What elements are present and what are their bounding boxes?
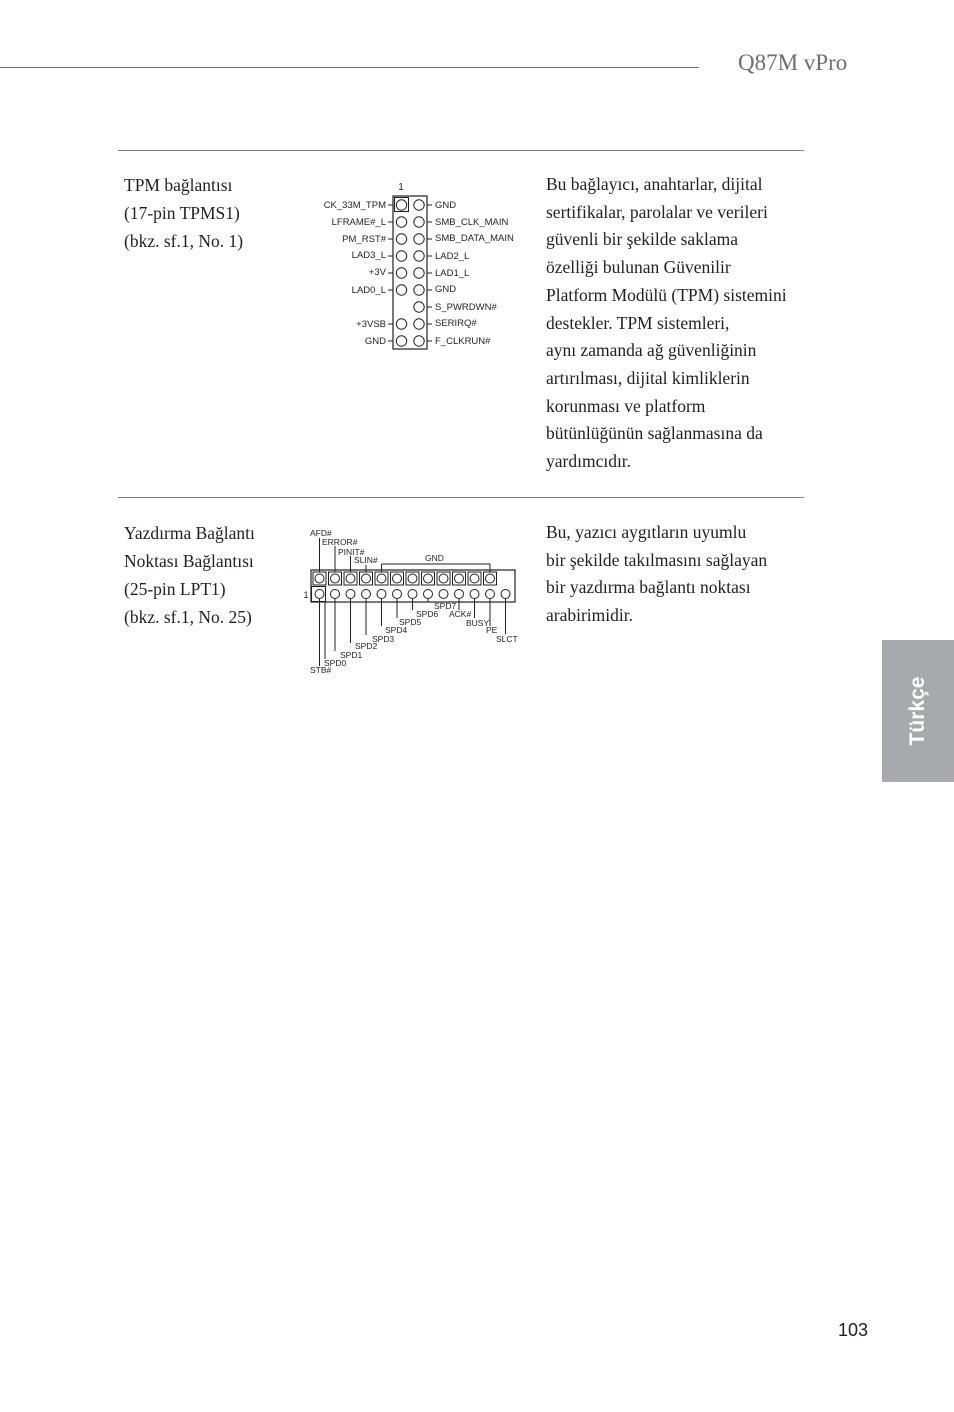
pin-label: SPD5 [399, 617, 422, 627]
desc-line: bütünlüğünün sağlanmasına da [546, 423, 763, 444]
label-line: (25-pin LPT1) [124, 579, 226, 599]
pin [414, 268, 424, 278]
pin-label: SLCT [496, 634, 518, 644]
pin-label: AFD# [310, 528, 332, 538]
pin-label: SPD7 [434, 601, 457, 611]
pin [396, 234, 406, 244]
pin [414, 200, 424, 210]
page-number: 103 [838, 1320, 869, 1340]
pin-label: ERROR# [322, 537, 358, 547]
lpt-pin-diagram [298, 524, 528, 679]
left-pin-labels [324, 200, 387, 347]
pin-label: SPD0 [324, 658, 347, 668]
pin1-square [312, 587, 326, 602]
pin-label: ACK# [449, 609, 472, 619]
desc-line: sertifikalar, parolalar ve verileri [546, 201, 768, 222]
lpt-description [546, 519, 767, 630]
section-divider [118, 150, 804, 151]
pin-label: STB# [310, 665, 332, 675]
desc-line: korunması ve platform [546, 395, 706, 416]
label-line: Yazdırma Bağlantı [124, 523, 255, 543]
pin-label: LAD1_L [435, 268, 470, 279]
pin [396, 285, 406, 295]
pin-label: SPD1 [340, 650, 363, 660]
pin [396, 251, 406, 261]
pin [396, 268, 406, 278]
pin [414, 336, 424, 346]
pin-label: SPD2 [355, 641, 378, 651]
pin-label: +3VSB [356, 319, 386, 330]
desc-line: aynı zamanda ağ güvenliğinin [546, 340, 757, 361]
pin-label: GND [435, 284, 457, 295]
top-pin-labels [310, 528, 444, 565]
tpm-description [546, 171, 787, 476]
language-tab-label: Türkçe [906, 676, 929, 746]
pin1-marker: 1 [303, 590, 309, 600]
pin-label: GND [425, 553, 444, 563]
desc-line: özelliği bulunan Güvenilir [546, 257, 731, 278]
desc-line: Bu, yazıcı aygıtların uyumlu [546, 522, 747, 542]
lpt-connector-label [124, 519, 255, 631]
desc-line: bir yazdırma bağlantı noktası [546, 577, 751, 598]
label-line: (bkz. sf.1, No. 1) [124, 231, 244, 251]
section-divider [118, 497, 804, 498]
model-title: Q87M vPro [738, 50, 848, 75]
pin-label: LFRAME#_L [331, 217, 386, 228]
pin-label: +3V [368, 267, 386, 278]
desc-line: yardımcıdır. [546, 451, 632, 472]
pin-cells-top [313, 572, 497, 585]
pin-label: F_CLKRUN# [435, 336, 491, 347]
pin-label: S_PWRDWN# [435, 302, 497, 313]
pin-label: GND [364, 336, 386, 347]
bottom-pin-labels [310, 601, 518, 675]
pin-label: PINIT# [338, 547, 365, 557]
desc-line: arabirimidir. [546, 605, 633, 626]
desc-line: Bu bağlayıcı, anahtarlar, dijital [546, 174, 763, 194]
pin-label: LAD0_L [351, 285, 386, 296]
pin-label: SLIN# [354, 555, 378, 565]
pin [414, 234, 424, 244]
pin-label: BUSY [466, 618, 490, 628]
pin-label: LAD3_L [351, 250, 386, 261]
pin [396, 217, 406, 227]
pin-label: GND [435, 200, 457, 211]
label-line: (bkz. sf.1, No. 25) [124, 607, 252, 627]
header-rule [0, 67, 699, 68]
desc-line: artırılması, dijital kimliklerin [546, 367, 750, 388]
pin-row-bottom [315, 590, 510, 599]
right-pin-column [414, 200, 424, 346]
desc-line: destekler. TPM sistemleri, [546, 312, 730, 333]
label-line: TPM bağlantısı [124, 175, 233, 195]
pin-label: SERIRQ# [435, 318, 477, 329]
right-pin-labels [435, 200, 514, 347]
pin [414, 251, 424, 261]
pin-label: SPD4 [385, 625, 408, 635]
label-line: (17-pin TPMS1) [124, 203, 240, 223]
pin-label: CK_33M_TPM [323, 200, 386, 211]
tpm-connector-label [124, 171, 243, 255]
pin [414, 285, 424, 295]
pin-label: SMB_CLK_MAIN [435, 217, 509, 228]
label-line: Noktası Bağlantısı [124, 551, 254, 571]
pin [414, 217, 424, 227]
pin [414, 302, 424, 312]
pin [414, 319, 424, 329]
header-outline [393, 196, 427, 349]
leader-lines [388, 205, 432, 341]
pin-label: PM_RST# [342, 234, 386, 245]
language-tab [882, 640, 954, 782]
desc-line: güvenli bir şekilde saklama [546, 229, 738, 250]
pin-label: PE [486, 625, 498, 635]
tpm-pin-diagram [300, 172, 540, 362]
pin [396, 336, 406, 346]
pin [396, 200, 406, 210]
pin-label: SMB_DATA_MAIN [435, 233, 514, 244]
pin-label: LAD2_L [435, 251, 470, 262]
desc-line: bir şekilde takılmasını sağlayan [546, 549, 768, 570]
pin-label: SPD6 [416, 609, 439, 619]
left-pin-column [396, 200, 406, 346]
pin-label: SPD3 [372, 634, 395, 644]
pin1-marker: 1 [398, 182, 404, 193]
pin [396, 319, 406, 329]
desc-line: Platform Modülü (TPM) sistemini [546, 284, 787, 305]
